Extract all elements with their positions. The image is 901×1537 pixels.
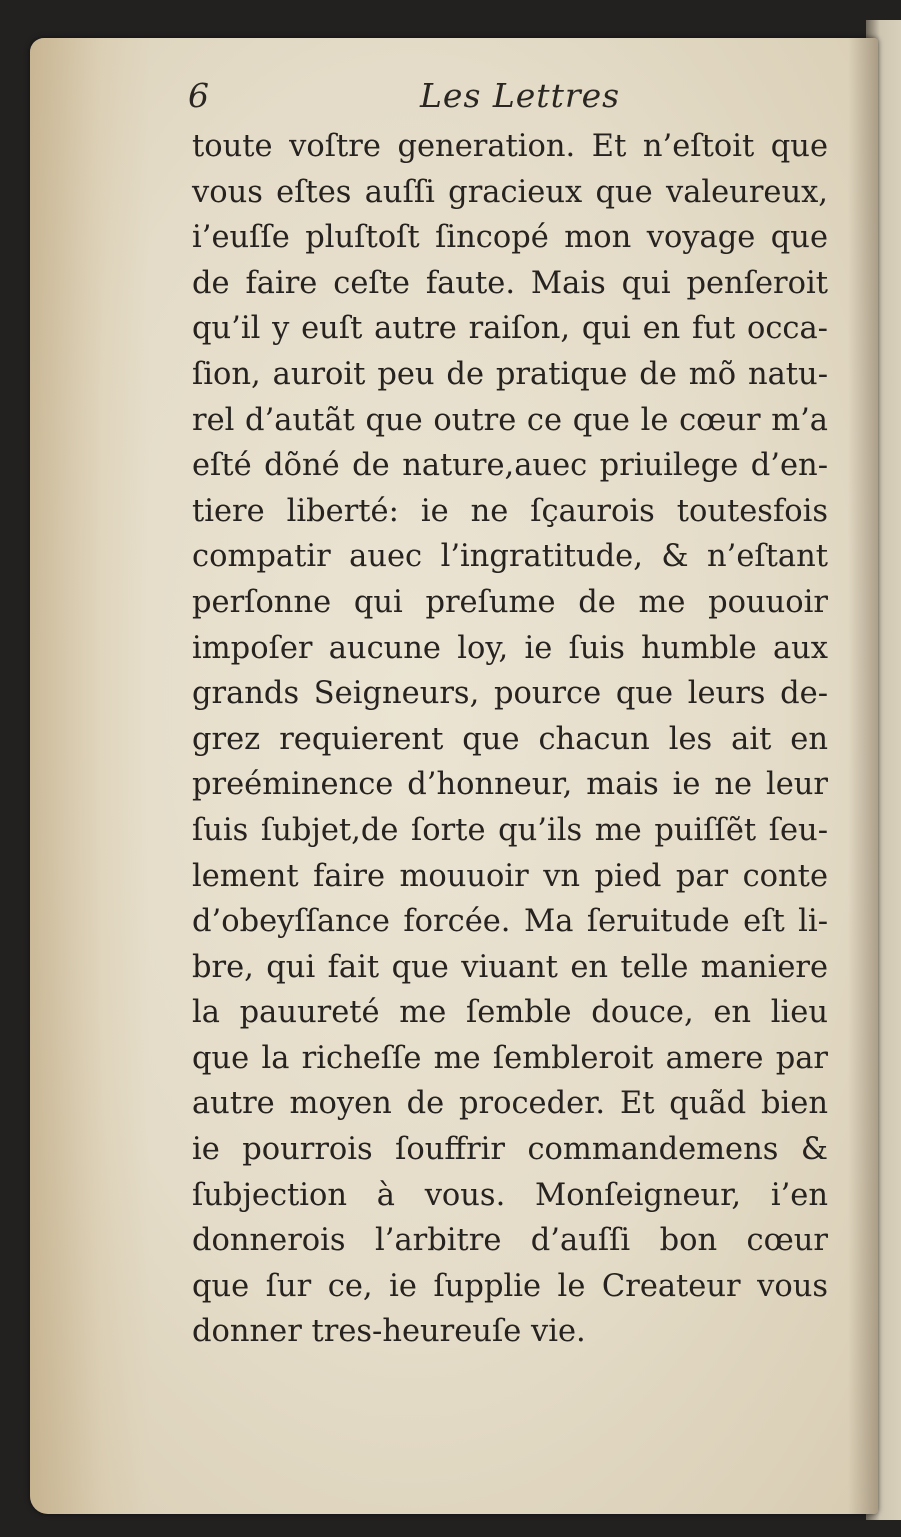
text-line: ie pourrois ſouffrir commandemens & <box>192 1132 828 1168</box>
text-line: donner tres-heureuſe vie. <box>192 1314 586 1350</box>
text-line: donnerois l’arbitre d’auſſi bon cœur <box>192 1223 828 1259</box>
text-line: grands Seigneurs, pource que leurs de- <box>192 676 828 712</box>
text-line: lement faire mouuoir vn pied par conte <box>192 858 828 894</box>
text-line: d’obeyſſance forcée. Ma ſeruitude eſt li- <box>192 904 828 940</box>
text-line: vous eſtes auſſi gracieux que valeureux, <box>192 174 828 210</box>
text-line: ſuis ſubjet,de ſorte qu’ils me puiſſẽt ſeu- <box>192 812 828 848</box>
text-line: ſubjection à vous. Monſeigneur, i’en <box>192 1177 828 1213</box>
text-line: toute voſtre generation. Et n’eſtoit que <box>192 129 828 164</box>
text-line: que la richeſſe me ſembleroit amere par <box>192 1040 828 1076</box>
text-line: la pauureté me ſemble douce, en lieu <box>192 995 828 1031</box>
text-line: ſion, auroit peu de pratique de mõ natu- <box>192 356 828 392</box>
text-line: impoſer aucune loy, ie ſuis humble aux <box>192 630 828 666</box>
paper-stain <box>30 38 150 1514</box>
text-line: i’euſſe pluſtoſt ſincopé mon voyage que <box>192 220 828 256</box>
text-line: autre moyen de proceder. Et quãd bien <box>192 1086 828 1122</box>
text-line: de faire ceſte faute. Mais qui penſeroit <box>192 265 828 301</box>
text-line: bre, qui fait que viuant en telle maniere <box>192 949 828 985</box>
text-line: tiere liberté: ie ne ſçaurois toutesfois <box>192 493 828 529</box>
body-text <box>192 124 828 1355</box>
text-line: perſonne qui preſume de me pouuoir <box>192 584 828 620</box>
running-head: Les Lettres <box>420 76 621 115</box>
text-line: compatir auec l’ingratitude, & n’eſtant <box>192 539 828 575</box>
text-line: qu’il y euſt autre raiſon, qui en fut occa- <box>192 311 828 347</box>
text-line: grez requierent que chacun les ait en <box>192 721 828 757</box>
text-line: eſté dõné de nature,auec priuilege d’en- <box>192 448 828 484</box>
text-line: rel d’autãt que outre ce que le cœur m’a <box>192 402 828 438</box>
page-gutter-shadow <box>848 38 878 1514</box>
text-line: que ſur ce, ie ſupplie le Createur vous <box>192 1268 828 1304</box>
page-header <box>188 76 628 126</box>
page-number: 6 <box>188 76 209 115</box>
text-line: preéminence d’honneur, mais ie ne leur <box>192 767 828 803</box>
